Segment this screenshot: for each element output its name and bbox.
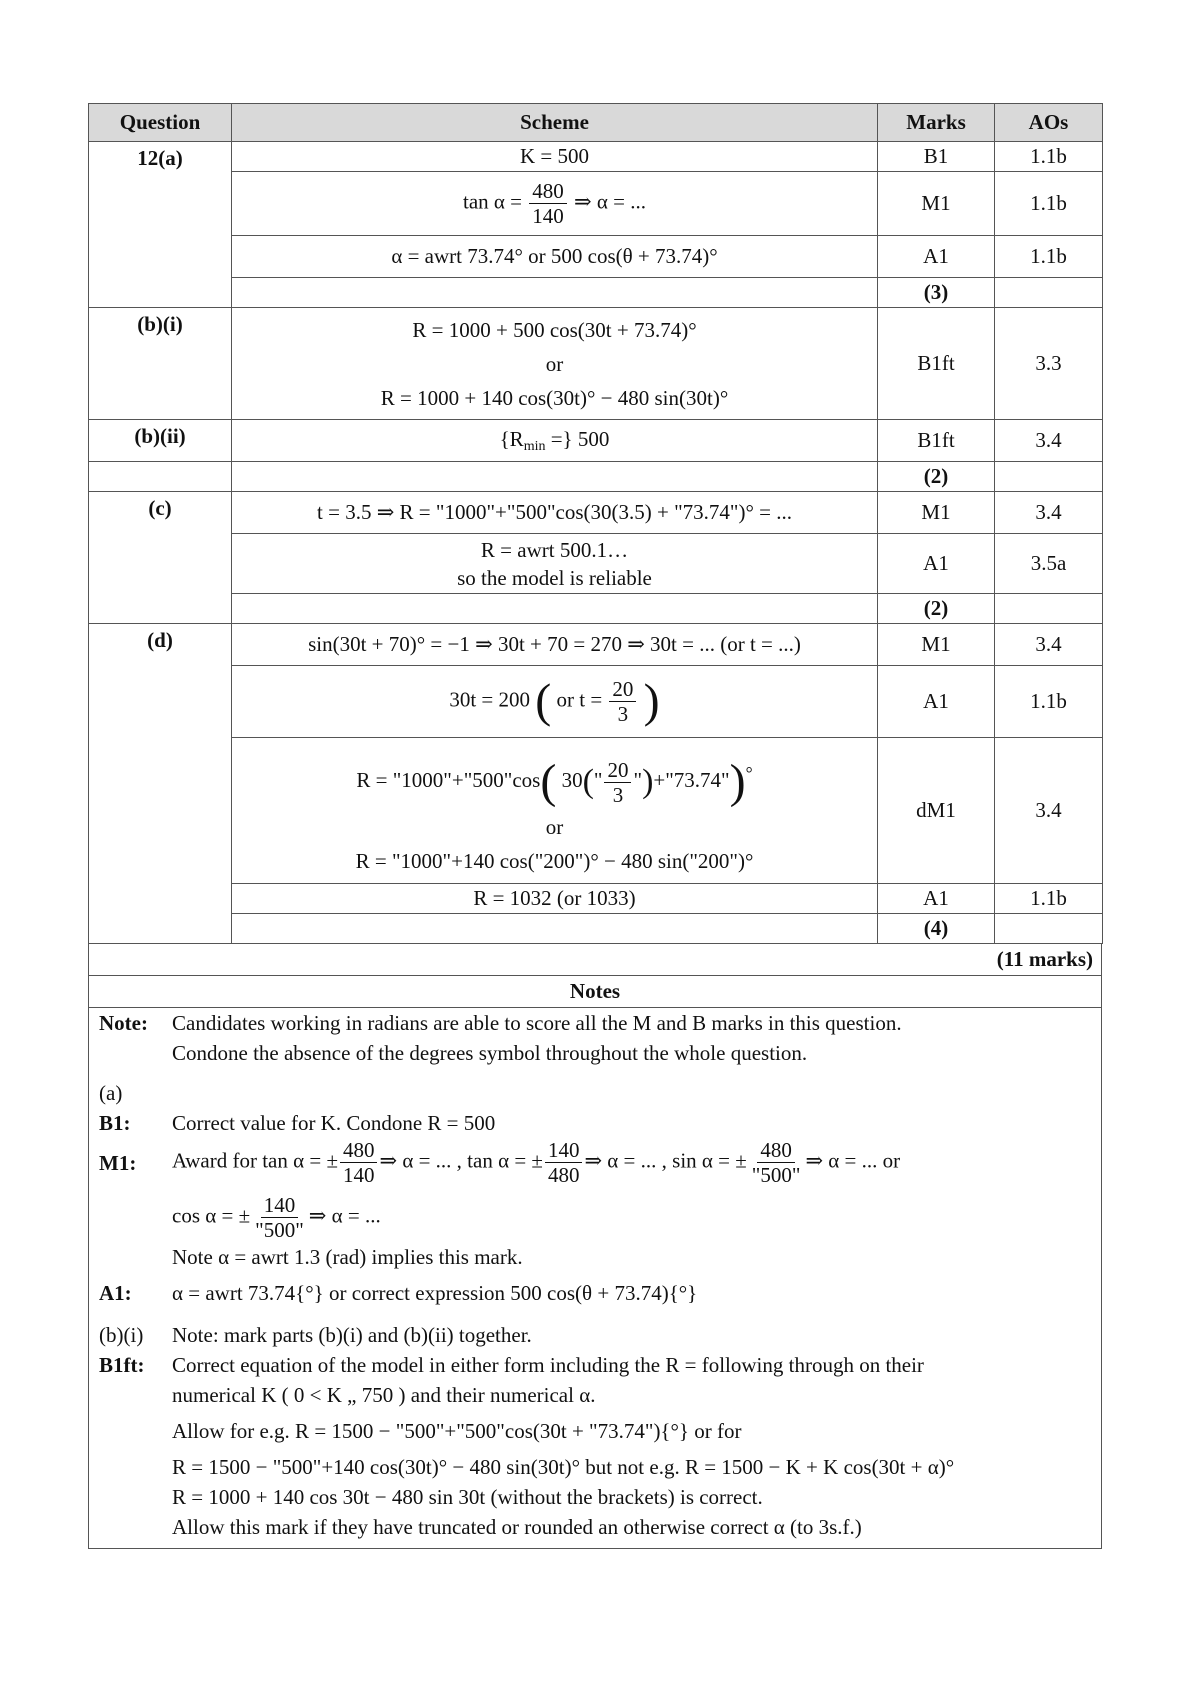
empty-cell <box>995 914 1103 944</box>
fraction-den: "500" <box>255 1218 304 1242</box>
b1ft-line4: R = 1500 − "500"+140 cos(30t)° − 480 sin(30t)° but not e.g. R = 1500 − K + K cos(30t + α)° <box>172 1455 955 1479</box>
fraction <box>252 1193 307 1242</box>
scheme-c1: t = 3.5 ⇒ R = "1000"+"500"cos(30(3.5) + "73.74")° = ... <box>232 492 878 534</box>
empty-cell <box>995 594 1103 624</box>
fraction-20-3 <box>609 677 636 726</box>
b1ft-text <box>172 1350 1101 1542</box>
d3-line1 <box>236 743 873 810</box>
empty-cell <box>232 278 878 308</box>
d3-pre: R = "1000"+"500"cos <box>356 768 541 792</box>
d2-lhs: 30t = 200 <box>449 687 531 712</box>
notes-section <box>88 1008 1102 1549</box>
ao-bi: 3.3 <box>995 308 1103 420</box>
rmin-rest: =} 500 <box>550 426 610 451</box>
note-label: Note: <box>99 1011 148 1035</box>
mark-scheme-page <box>88 103 1102 1549</box>
ao-d1: 3.4 <box>995 624 1103 666</box>
empty-cell <box>232 914 878 944</box>
m1-cos-text <box>172 1193 1101 1242</box>
a1-label: A1: <box>99 1281 132 1305</box>
fraction-num: 480 <box>340 1138 378 1163</box>
bi-or: or <box>545 351 564 376</box>
scheme-bii <box>232 420 878 462</box>
fraction-num: 480 <box>529 179 567 204</box>
d3-line2: R = "1000"+140 cos("200")° − 480 sin("200")° <box>355 849 754 873</box>
paren-open: ( <box>540 755 557 809</box>
header-question: Question <box>89 104 232 142</box>
fraction-num: 480 <box>757 1138 795 1163</box>
scheme-d3 <box>232 738 878 884</box>
fraction-num: 140 <box>545 1138 583 1163</box>
b1ft-line2: numerical K ( 0 < K „ 750 ) and their numerical α. <box>172 1383 596 1407</box>
b1ft-line1: Correct equation of the model in either form including the R = following through on their <box>172 1353 924 1377</box>
fraction-den: 3 <box>612 782 624 807</box>
question-c: (c) <box>89 492 232 624</box>
question-bi: (b)(i) <box>89 308 232 420</box>
scheme-d4: R = 1032 (or 1033) <box>232 884 878 914</box>
d3-or: or <box>545 815 564 839</box>
total-b: (2) <box>878 462 995 492</box>
scheme-d2 <box>232 666 878 738</box>
c2-line2: so the model is reliable <box>457 565 652 590</box>
scheme-a2 <box>232 172 878 236</box>
ao-d3: 3.4 <box>995 738 1103 884</box>
d3-quote: " <box>593 768 603 792</box>
question-bii: (b)(ii) <box>89 420 232 462</box>
tan-alpha-lhs: tan α = <box>463 189 523 214</box>
empty-cell <box>89 462 232 492</box>
mark-bii: B1ft <box>878 420 995 462</box>
fraction-20-3 <box>604 758 631 807</box>
b1ft-label: B1ft: <box>99 1353 145 1377</box>
m1-label: M1: <box>99 1150 137 1175</box>
part-a-row <box>89 1078 1101 1108</box>
ao-a2: 1.1b <box>995 172 1103 236</box>
empty-label <box>89 1242 172 1272</box>
b1-text: Correct value for K. Condone R = 500 <box>172 1111 496 1135</box>
scheme-c2 <box>232 534 878 594</box>
empty-cell <box>995 462 1103 492</box>
mark-d4: A1 <box>878 884 995 914</box>
bi-note: Note: mark parts (b)(i) and (b)(ii) together. <box>172 1323 532 1347</box>
question-d: (d) <box>89 624 232 944</box>
scheme-a1: K = 500 <box>232 142 878 172</box>
mark-a1: B1 <box>878 142 995 172</box>
header-aos: AOs <box>995 104 1103 142</box>
a1-text: α = awrt 73.74{°} or correct expression 500 cos(θ + 73.74){°} <box>172 1281 698 1305</box>
fraction-den: 3 <box>617 702 629 726</box>
fraction-480-140 <box>529 179 567 228</box>
header-marks: Marks <box>878 104 995 142</box>
m1-cos-row <box>89 1193 1101 1242</box>
paren-open: ( <box>582 763 594 801</box>
ao-c1: 3.4 <box>995 492 1103 534</box>
scheme-bi <box>232 308 878 420</box>
notes-title: Notes <box>88 976 1102 1008</box>
m1-cos: cos α = ± <box>172 1203 251 1228</box>
mark-scheme-table <box>88 103 1103 944</box>
mark-d2: A1 <box>878 666 995 738</box>
empty-cell <box>995 278 1103 308</box>
m1-t1: ⇒ α = ... , tan α = ± <box>379 1148 543 1173</box>
mark-a3: A1 <box>878 236 995 278</box>
scheme-d1: sin(30t + 70)° = −1 ⇒ 30t + 70 = 270 ⇒ 30t = ... (or t = ...) <box>232 624 878 666</box>
paren-close: ) <box>729 755 746 809</box>
degree-symbol: ° <box>745 763 753 783</box>
question-12a: 12(a) <box>89 142 232 308</box>
ao-c2: 3.5a <box>995 534 1103 594</box>
ao-d4: 1.1b <box>995 884 1103 914</box>
total-c: (2) <box>878 594 995 624</box>
m1-t2: ⇒ α = ... , sin α = ± <box>584 1148 747 1173</box>
mark-d1: M1 <box>878 624 995 666</box>
m1-text <box>172 1138 1101 1187</box>
part-a-label: (a) <box>99 1081 123 1105</box>
mark-bi: B1ft <box>878 308 995 420</box>
note-text <box>172 1008 1101 1068</box>
total-marks: (11 marks) <box>88 944 1102 976</box>
part-bi-label: (b)(i) <box>99 1323 144 1347</box>
m1-t3: ⇒ α = ... or <box>805 1148 901 1173</box>
paren-close: ) <box>642 763 654 801</box>
b1ft-line5: R = 1000 + 140 cos 30t − 480 sin 30t (without the brackets) is correct. <box>172 1485 763 1509</box>
m1-t4: ⇒ α = ... <box>308 1203 381 1228</box>
fraction-den: 140 <box>342 1163 375 1187</box>
m1-award: Award for tan α = ± <box>172 1148 338 1173</box>
bi-line1: R = 1000 + 500 cos(30t + 73.74)° <box>412 317 697 342</box>
fraction-num: 20 <box>609 677 636 702</box>
d3-inner: 30 <box>561 768 583 792</box>
rmin-r: {R <box>499 426 524 451</box>
note-line1: Candidates working in radians are able to score all the M and B marks in this question. <box>172 1011 902 1035</box>
fraction-den: 140 <box>532 204 564 228</box>
paren-close: ) <box>643 674 660 728</box>
c2-line1: R = awrt 500.1… <box>480 537 629 562</box>
fraction-num: 140 <box>261 1193 299 1218</box>
ao-d2: 1.1b <box>995 666 1103 738</box>
fraction <box>340 1138 378 1187</box>
fraction <box>545 1138 583 1187</box>
b1ft-line3: Allow for e.g. R = 1500 − "500"+"500"cos(30t + "73.74"){°} or for <box>172 1419 742 1443</box>
m1-row <box>89 1138 1101 1187</box>
empty-cell <box>232 462 878 492</box>
b1-label: B1: <box>99 1111 131 1135</box>
mark-c2: A1 <box>878 534 995 594</box>
bi-row <box>89 1320 1101 1350</box>
fraction <box>749 1138 804 1187</box>
paren-open: ( <box>535 674 552 728</box>
d2-or: or t = <box>556 687 603 712</box>
b1ft-line6: Allow this mark if they have truncated or rounded an otherwise correct α (to 3s.f.) <box>172 1515 862 1539</box>
ao-a1: 1.1b <box>995 142 1103 172</box>
b1ft-row <box>89 1350 1101 1542</box>
b1-row <box>89 1108 1101 1138</box>
mark-c1: M1 <box>878 492 995 534</box>
ao-bii: 3.4 <box>995 420 1103 462</box>
bi-line2: R = 1000 + 140 cos(30t)° − 480 sin(30t)° <box>380 385 729 410</box>
d3-quote: " <box>633 768 643 792</box>
fraction-den: 480 <box>547 1163 580 1187</box>
a1-row <box>89 1278 1101 1308</box>
header-row <box>89 104 1103 142</box>
d3-post: +"73.74" <box>653 768 730 792</box>
note-row <box>89 1008 1101 1068</box>
mark-a2: M1 <box>878 172 995 236</box>
mark-d3: dM1 <box>878 738 995 884</box>
total-a: (3) <box>878 278 995 308</box>
empty-cell <box>232 594 878 624</box>
fraction-num: 20 <box>604 758 631 783</box>
header-scheme: Scheme <box>232 104 878 142</box>
rmin-sub: min <box>523 438 546 454</box>
note-line2: Condone the absence of the degrees symbol throughout the whole question. <box>172 1041 808 1065</box>
scheme-a3: α = awrt 73.74° or 500 cos(θ + 73.74)° <box>232 236 878 278</box>
total-d: (4) <box>878 914 995 944</box>
m1-note-row <box>89 1242 1101 1272</box>
tan-alpha-rhs: ⇒ α = ... <box>574 189 646 214</box>
fraction-den: "500" <box>751 1163 801 1187</box>
ao-a3: 1.1b <box>995 236 1103 278</box>
m1-note: Note α = awrt 1.3 (rad) implies this mark. <box>172 1245 523 1269</box>
